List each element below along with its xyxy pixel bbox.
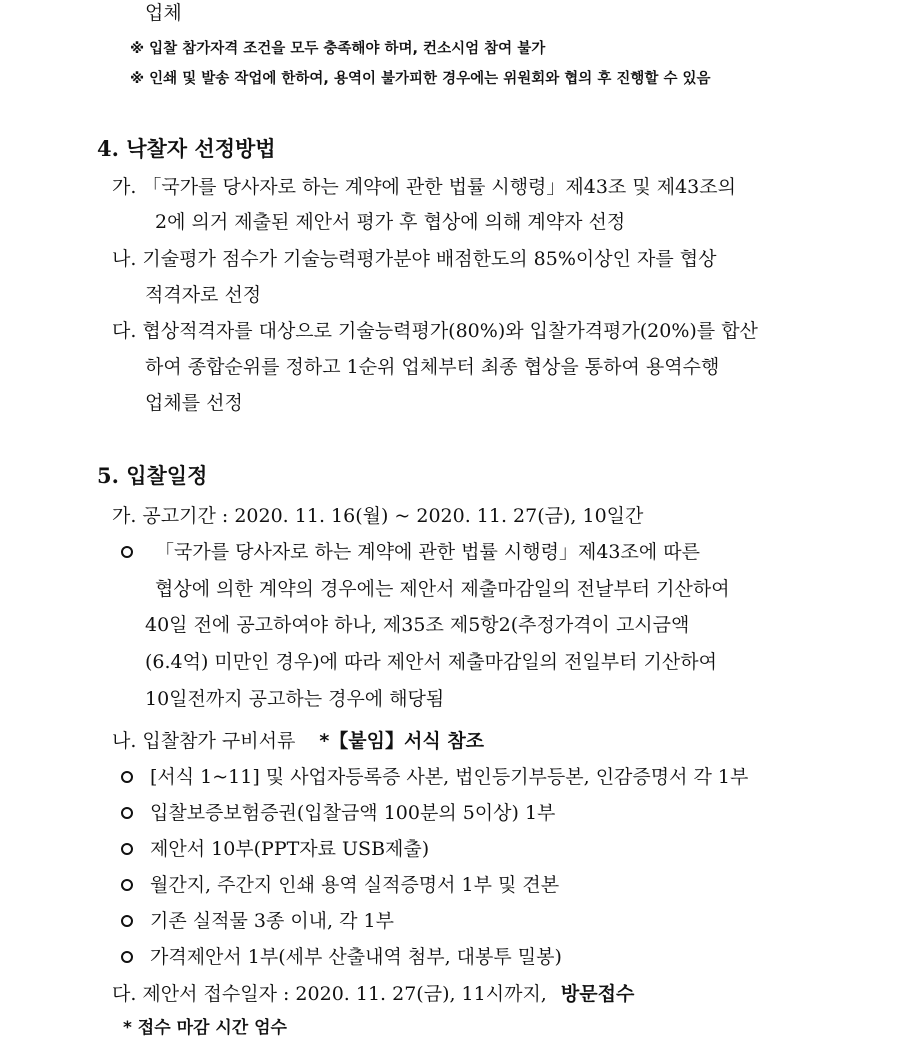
required-doc-item: 가격제안서 1부(세부 산출내역 첨부, 대봉투 밀봉) [150, 946, 562, 968]
section-5-ga-bullet-line3: 40일 전에 공고하여야 하나, 제35조 제5항2(추정가격이 고시금액 [145, 614, 690, 636]
required-doc-item: 입찰보증보험증권(입찰금액 100분의 5이상) 1부 [150, 802, 556, 824]
bullet-circle-icon [121, 879, 133, 891]
section-4-item-na-line1: 나. 기술평가 점수가 기술능력평가분야 배점한도의 85%이상인 자를 협상 [112, 248, 717, 270]
section-4-item-ga-line2: 2에 의거 제출된 제안서 평가 후 협상에 의해 계약자 선정 [155, 211, 626, 233]
note-eligibility: ※ 입찰 참가자격 조건을 모두 충족해야 하며, 컨소시엄 참여 불가 [130, 41, 546, 57]
bullet-circle-icon [121, 807, 133, 819]
required-doc-item: 월간지, 주간지 인쇄 용역 실적증명서 1부 및 견본 [150, 874, 560, 896]
section-4-item-na-line2: 적격자로 선정 [145, 284, 262, 306]
section-4-item-ga-line1: 가. 「국가를 당사자로 하는 계약에 관한 법률 시행령」제43조 및 제43조의 [112, 176, 736, 198]
section-5-item-ga: 가. 공고기간 : 2020. 11. 16(월) ~ 2020. 11. 27(금), 10일간 [112, 505, 644, 527]
section-5-item-da [112, 981, 634, 1007]
required-doc-item: 기존 실적물 3종 이내, 각 1부 [150, 910, 394, 932]
section-5-item-na [112, 728, 484, 754]
deadline-note: * 접수 마감 시간 엄수 [123, 1018, 287, 1038]
section-5-ga-bullet-line4: (6.4억) 미만인 경우)에 따라 제안서 제출마감일의 전일부터 기산하여 [145, 651, 717, 673]
continued-text: 업체 [145, 2, 182, 24]
attachment-reference: *【붙임】서식 참조 [319, 730, 485, 752]
submission-method: 방문접수 [560, 983, 635, 1005]
section-4-item-da-line1: 다. 협상적격자를 대상으로 기술능력평가(80%)와 입찰가격평가(20%)를 합산 [112, 320, 758, 342]
section-4-title: 4. 낙찰자 선정방법 [97, 136, 276, 161]
required-doc-item: 제안서 10부(PPT자료 USB제출) [150, 838, 430, 860]
section-5-ga-bullet-line2: 협상에 의한 계약의 경우에는 제안서 제출마감일의 전날부터 기산하여 [155, 578, 730, 600]
section-5-title: 5. 입찰일정 [97, 463, 208, 488]
section-4-item-da-line2: 하여 종합순위를 정하고 1순위 업체부터 최종 협상을 통하여 용역수행 [145, 356, 720, 378]
bullet-circle-icon [121, 771, 133, 783]
required-doc-item: [서식 1~11] 및 사업자등록증 사본, 법인등기부등본, 인감증명서 각 1부 [150, 766, 749, 788]
section-4-item-da-line3: 업체를 선정 [145, 392, 243, 414]
submission-date: 다. 제안서 접수일자 : 2020. 11. 27(금), 11시까지, [112, 983, 547, 1005]
bullet-circle-icon [121, 843, 133, 855]
bullet-circle-icon [121, 951, 133, 963]
note-printing: ※ 인쇄 및 발송 작업에 한하여, 용역이 불가피한 경우에는 위원회와 협의 후 진행할 수 있음 [130, 71, 711, 87]
section-5-ga-bullet-line5: 10일전까지 공고하는 경우에 해당됨 [145, 688, 445, 710]
section-5-item-na-label: 나. 입찰참가 구비서류 [112, 730, 296, 752]
bullet-circle-icon [121, 546, 133, 558]
bullet-circle-icon [121, 915, 133, 927]
section-5-ga-bullet-line1: 「국가를 당사자로 하는 계약에 관한 법률 시행령」제43조에 따른 [155, 541, 700, 563]
